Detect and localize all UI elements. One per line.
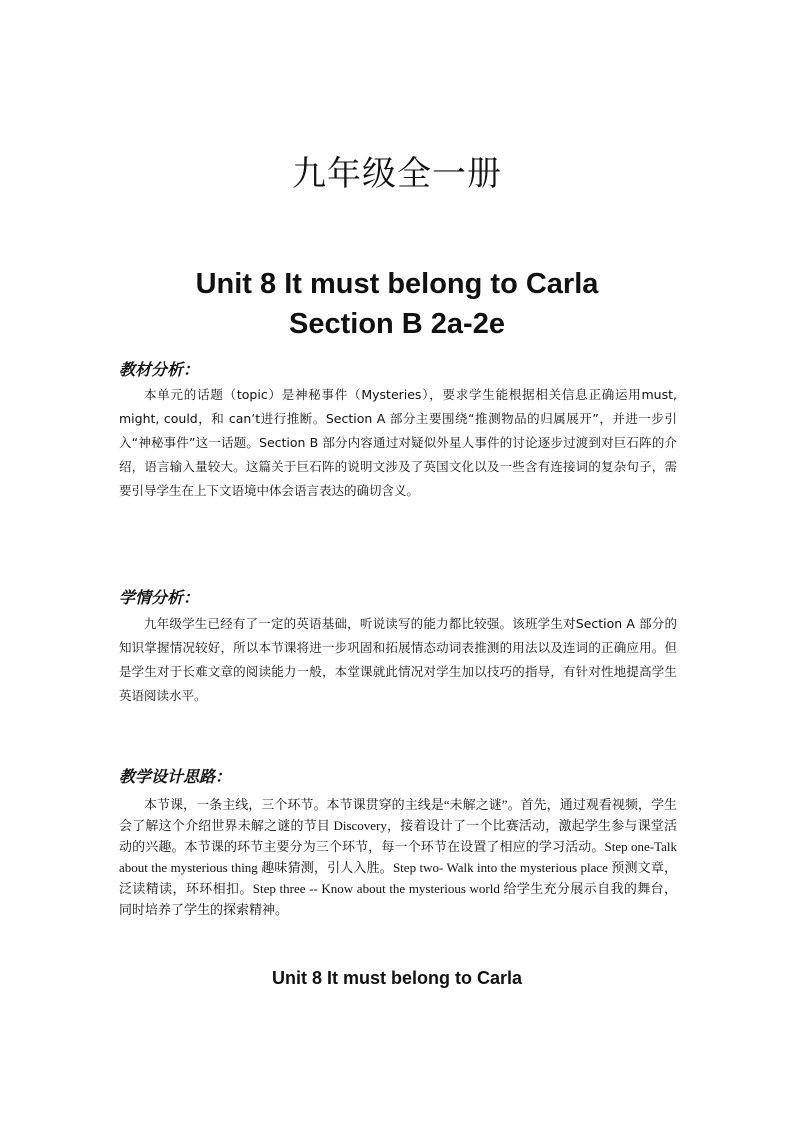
teaching-design-paragraph: 本节课，一条主线，三个环节。本节课贯穿的主线是“未解之谜”。首先，通过观看视频，学生会了解这个介绍世界未解之谜的节目 Discovery，接着设计了一个比赛活动，激起学生参与课堂活动的兴趣。本节课的环节主要分为三个环节，每一个环节在设置了相应的学习活动。Step one-Talk about the mysterious thing 趣味猜测，引人入胜。Step two- Walk into the mysterious place 预测文章，泛读精读，环环相扣。Step three -- Know about the mysterious world 给学生充分展示自我的舞台，同时培养了学生的探索精神。 (119, 797, 677, 917)
footer-unit-title: Unit 8 It must belong to Carla (271, 968, 522, 988)
teaching-design-heading: 教学设计思路： (119, 767, 232, 786)
textbook-analysis-paragraph: 本单元的话题（topic）是神秘事件（Mysteries），要求学生能根据相关信息正确运用must, might, could，和 can’t进行推断。Section A 部分主要围绕“推测物品的归属展开”，并进一步引入“神秘事件”这一话题。Section B 部分内容通过对疑似外星人事件的讨论逐步过渡到对巨石阵的介绍，语言输入量较大。这篇关于巨石阵的说明文涉及了英国文化以及一些含有连接词的复杂句子，需要引导学生在上下文语境中体会语言表达的确切含义。 (119, 387, 677, 498)
unit-title-line1: Unit 8 It must belong to Carla (195, 268, 599, 300)
unit-title (0, 264, 794, 344)
main-title: 九年级全一册 (292, 154, 502, 194)
textbook-analysis-heading: 教材分析： (119, 360, 200, 379)
learner-analysis-heading: 学情分析： (119, 588, 200, 607)
unit-title-line2: Section B 2a-2e (289, 308, 505, 340)
learner-analysis-paragraph: 九年级学生已经有了一定的英语基础，听说读写的能力都比较强。该班学生对Section A 部分的知识掌握情况较好，所以本节课将进一步巩固和拓展情态动词表推测的用法以及连词的正确应用。但是学生对于长难文章的阅读能力一般，本堂课就此情况对学生加以技巧的指导，有针对性地提高学生英语阅读水平。 (119, 616, 677, 703)
